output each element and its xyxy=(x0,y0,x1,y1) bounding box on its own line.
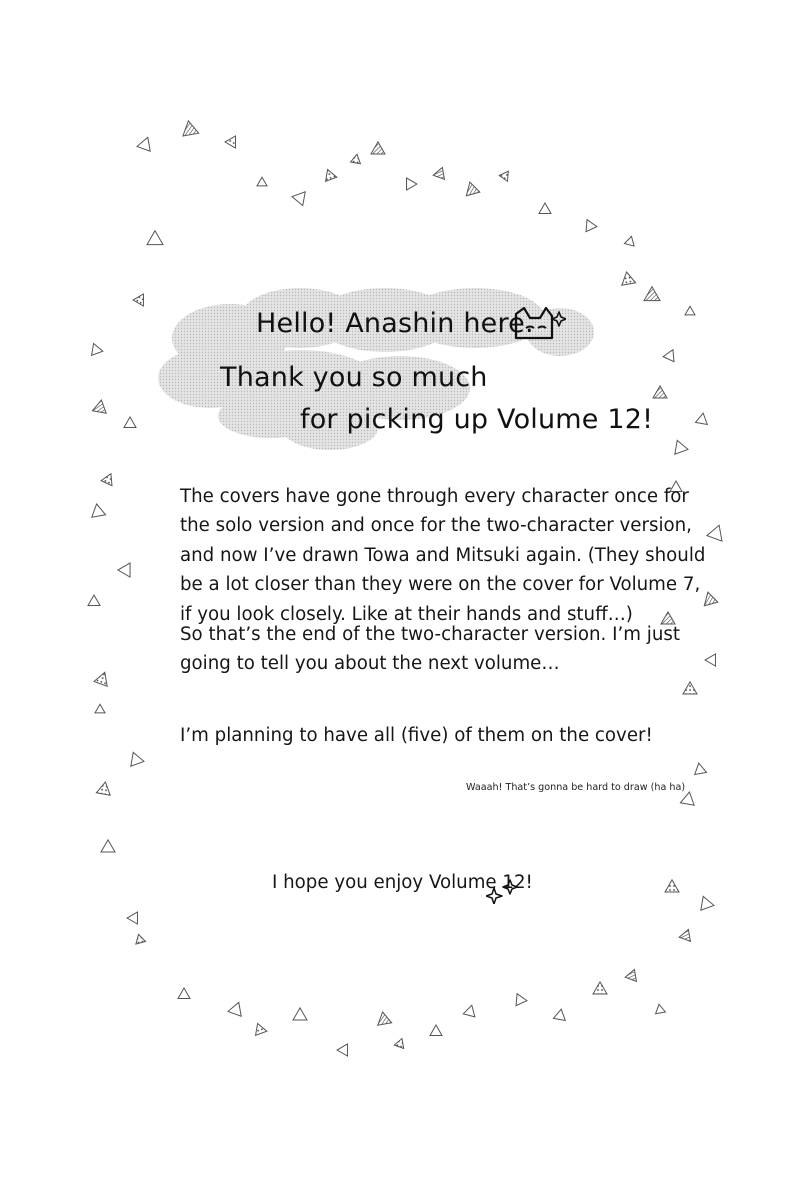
text-line: going to tell you about the next volume… xyxy=(180,653,560,675)
text-line: the solo version and once for the two-character version, xyxy=(180,515,692,537)
text-line: be a lot closer than they were on the cover for Volume 7, xyxy=(180,574,701,596)
text-line: I’m planning to have all (five) of them on the cover! xyxy=(180,725,653,746)
cat-face-icon xyxy=(510,304,566,344)
text-line: So that’s the end of the two-character version. I’m just xyxy=(180,624,680,645)
text-line: if you look closely. Like at their hands and stuff…) xyxy=(180,603,633,625)
paragraph-next-volume xyxy=(180,620,680,679)
aside-note: Waaah! That’s gonna be hard to draw (ha ha) xyxy=(466,782,686,793)
greeting-line-1: Hello! Anashin here. xyxy=(256,308,534,339)
closing-line: I hope you enjoy Volume 12! xyxy=(272,872,533,893)
text-line: and now I’ve drawn Towa and Mitsuki again. (They should xyxy=(180,544,706,566)
paragraph-covers xyxy=(180,482,706,629)
greeting-line-2: Thank you so much xyxy=(220,362,488,393)
greeting-line-3: for picking up Volume 12! xyxy=(300,404,654,435)
text-line: The covers have gone through every character once for xyxy=(180,486,689,507)
sparkle-icon xyxy=(486,878,520,904)
paragraph-cover-plan xyxy=(180,721,653,750)
